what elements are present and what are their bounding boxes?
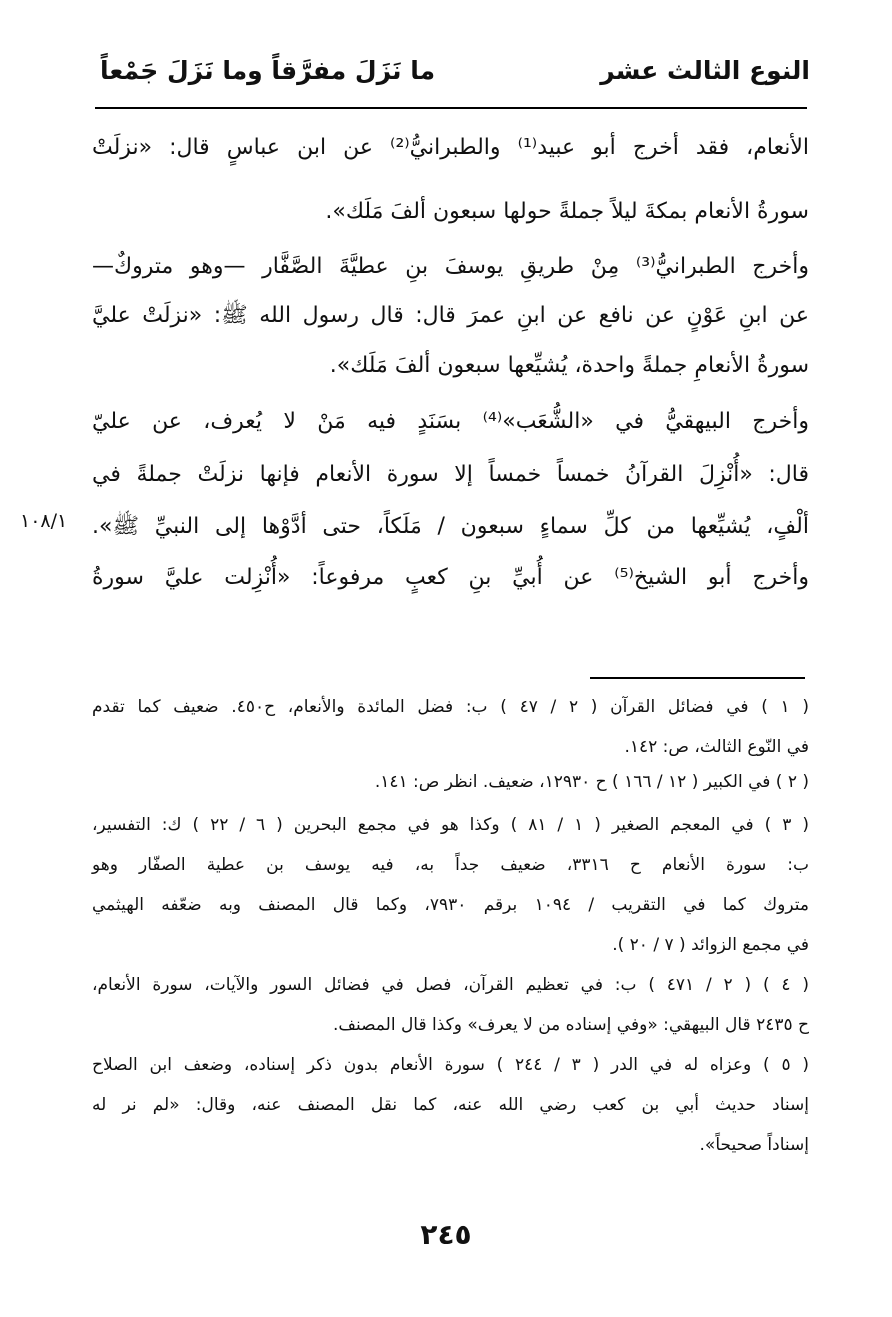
body-line: سورةُ الأنعام بمكةَ ليلاً جملةً حولها سبعون ألفَ مَلَك». xyxy=(325,199,809,224)
footnote-line: ح ٢٤٣٥ قال البيهقي: «وفي إسناده من لا يعرف» وكذا قال المصنف. xyxy=(332,1015,809,1035)
margin-reference: ١٠٨/١ xyxy=(20,510,68,532)
body-line: قال: «أُنْزِلَ القرآنُ خمساً خمساً إلا سورة الأنعام فإنها نزلَتْ جملةً في xyxy=(92,462,809,487)
body-line: الأنعام، فقد أخرج أبو عبيد⁽¹⁾ والطبرانيُّ⁽²⁾ عن ابن عباسٍ قال: «نزلَتْ xyxy=(92,135,809,160)
body-line: وأخرج أبو الشيخ⁽⁵⁾ عن أُبيِّ بنِ كعبٍ مرفوعاً: «أُنْزِلت عليَّ سورةُ xyxy=(92,565,809,590)
footnote-line: ( ٢ ) في الكبير ( ١٢ / ١٦٦ ) ح ١٢٩٣٠، ضعيف. انظر ص: ١٤١. xyxy=(374,772,809,792)
body-line: وأخرج البيهقيُّ في «الشُّعَب»⁽⁴⁾ بسَنَدٍ فيه مَنْ لا يُعرف، عن عليّ xyxy=(92,409,809,434)
body-line: ألْفٍ، يُشيِّعها من كلِّ سماءٍ سبعون / مَلَكاً، حتى أدَّوْها إلى النبيِّ ﷺ». xyxy=(92,514,809,539)
footnote-divider xyxy=(590,677,805,679)
body-line: عن ابنِ عَوْنٍ عن نافع عن ابنِ عمرَ قال: قال رسول الله ﷺ: «نزلَتْ عليَّ xyxy=(92,303,809,328)
header-divider xyxy=(95,107,807,109)
footnote-line: متروك كما في التقريب / ١٠٩٤ برقم ٧٩٣٠، وكما قال المصنف وبه ضعّفه الهيثمي xyxy=(92,895,809,915)
chapter-title: النوع الثالث عشر xyxy=(600,56,810,85)
footnote-line: ( ١ ) في فضائل القرآن ( ٢ / ٤٧ ) ب: فضل المائدة والأنعام، ح٤٥٠. ضعيف كما تقدم xyxy=(92,697,809,717)
page-number: ٢٤٥ xyxy=(420,1218,472,1251)
footnote-line: ( ٣ ) في المعجم الصغير ( ١ / ٨١ ) وكذا هو في مجمع البحرين ( ٦ / ٢٢ ) ك: التفسير، xyxy=(92,815,809,835)
footnote-line: إسناد حديث أبي بن كعب رضي الله عنه، كما نقل المصنف عنه، وقال: «لم نر له xyxy=(92,1095,809,1115)
body-line: وأخرج الطبرانيُّ⁽³⁾ مِنْ طريقِ يوسفَ بنِ عطيَّةَ الصَّفَّار —وهو متروكٌ— xyxy=(92,254,809,279)
section-title: ما نَزَلَ مفرَّقاً وما نَزَلَ جَمْعاً xyxy=(100,56,436,85)
body-line: سورةُ الأنعامِ جملةً واحدة، يُشيِّعها سبعون ألفَ مَلَك». xyxy=(329,353,809,378)
footnote-line: ب: سورة الأنعام ح ٣٣١٦، ضعيف جداً به، فيه يوسف بن عطية الصفّار وهو xyxy=(92,855,809,875)
footnote-line: في مجمع الزوائد ( ٧ / ٢٠ ). xyxy=(612,935,809,955)
footnote-line: ( ٥ ) وعزاه له في الدر ( ٣ / ٢٤٤ ) سورة الأنعام بدون ذكر إسناده، وضعف ابن الصلاح xyxy=(92,1055,809,1075)
footnote-line: إسناداً صحيحاً». xyxy=(699,1135,809,1155)
footnote-line: ( ٤ ) ( ٢ / ٤٧١ ) ب: في تعظيم القرآن، فصل في فضائل السور والآيات، سورة الأنعام، xyxy=(92,975,809,995)
footnote-line: في النّوع الثالث، ص: ١٤٢. xyxy=(624,737,809,757)
